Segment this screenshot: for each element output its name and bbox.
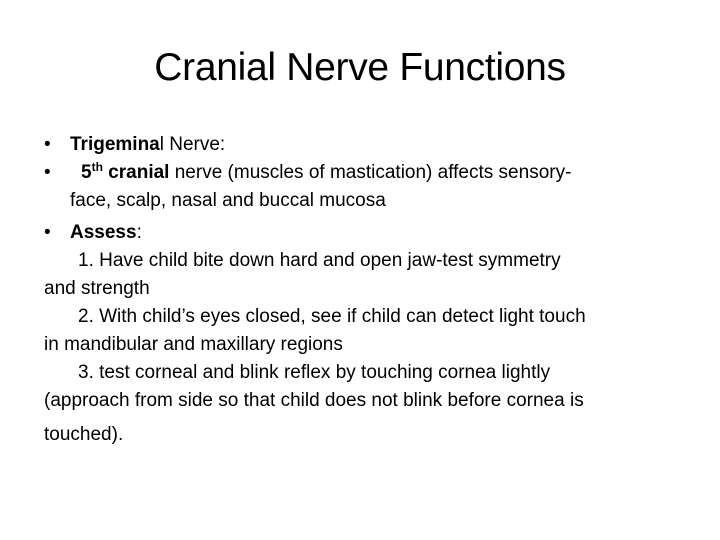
step-3-line-1: 3. test corneal and blink reflex by touching cornea lightly bbox=[78, 362, 551, 383]
bullet-icon: • bbox=[44, 162, 51, 183]
assess-bold: Assess bbox=[70, 222, 137, 243]
trigeminal-rest: l Nerve: bbox=[159, 134, 226, 155]
slide-title: Cranial Nerve Functions bbox=[154, 46, 566, 89]
step-2-line-1: 2. With child’s eyes closed, see if child can detect light touch bbox=[78, 306, 586, 327]
assess-rest: : bbox=[136, 222, 142, 243]
bullet-trigeminal bbox=[44, 131, 684, 159]
step-2-line-2: in mandibular and maxillary regions bbox=[44, 334, 343, 355]
step-3-line-2: (approach from side so that child does not blink before cornea is bbox=[44, 390, 584, 411]
bullet-assess bbox=[44, 219, 684, 247]
fifth-rest: nerve (muscles of mastication) affects sensory- bbox=[169, 162, 572, 183]
step-1-line-1: 1. Have child bite down hard and open jaw-test symmetry bbox=[78, 250, 561, 271]
step-3-line-3: touched). bbox=[44, 424, 124, 445]
fifth-continuation: face, scalp, nasal and buccal mucosa bbox=[70, 190, 386, 211]
bullet-icon: • bbox=[44, 134, 51, 155]
fifth-number: 5 bbox=[81, 162, 92, 183]
bullet-icon: • bbox=[44, 222, 51, 243]
fifth-superscript: th bbox=[91, 160, 103, 174]
slide-body bbox=[44, 131, 684, 449]
trigeminal-bold: Trigemina bbox=[70, 134, 160, 155]
fifth-cranial-bold: cranial bbox=[102, 162, 170, 183]
bullet-fifth-cranial bbox=[44, 159, 684, 187]
step-1-line-2: and strength bbox=[44, 278, 150, 299]
